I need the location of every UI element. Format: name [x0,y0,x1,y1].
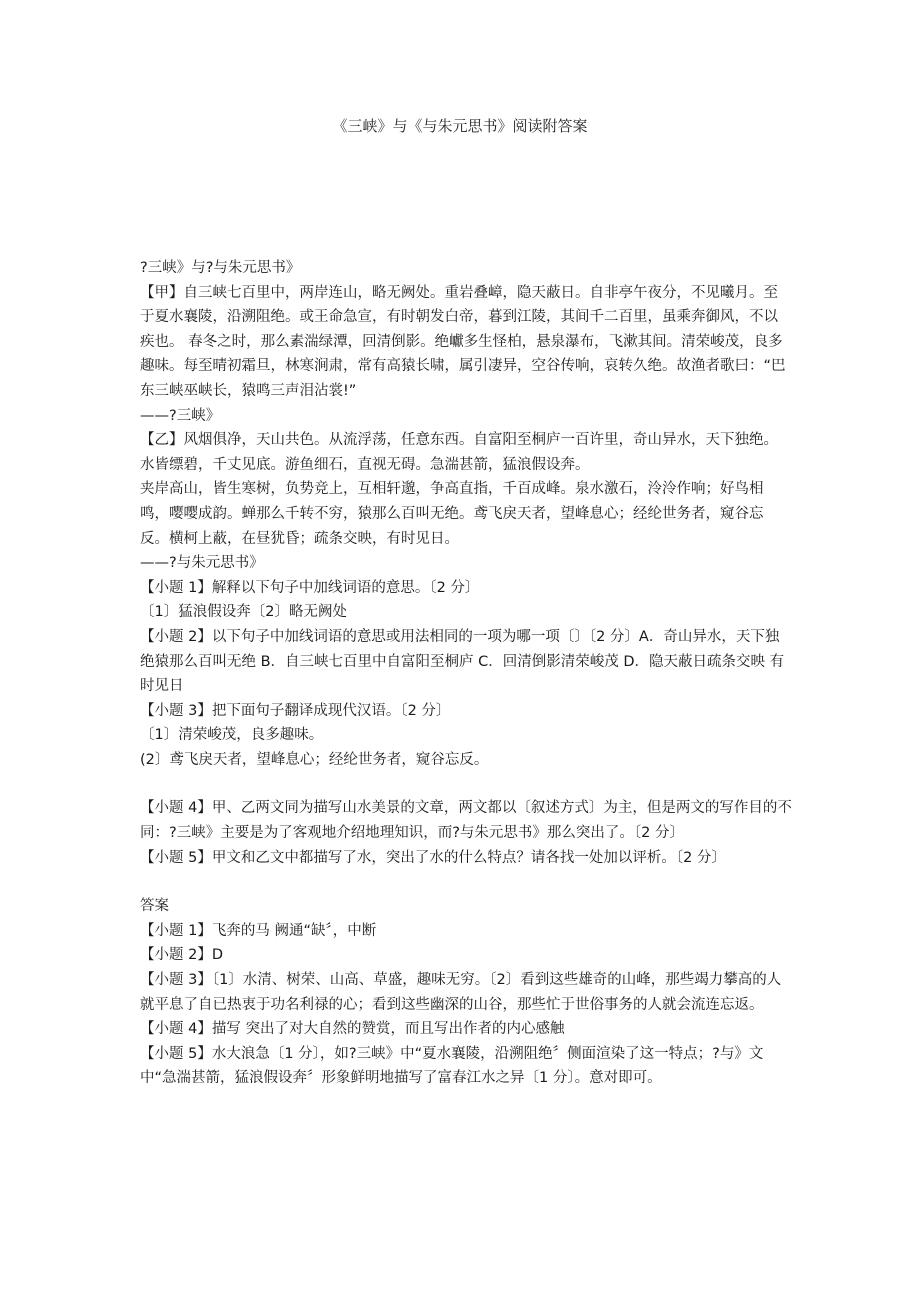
text-line: 【乙】风烟俱净，天山共色。从流浮荡，任意东西。自富阳至桐庐一百许里，奇山异水，天下独绝。水皆缥碧，千丈见底。游鱼细石，直视无碍。急湍甚箭，猛浪假设奔。 [140,432,778,473]
answer-line: 【小题 4】描写 突出了对大自然的赞赏，而且写出作者的内心感触 [140,1021,565,1038]
spacer [140,870,792,894]
text-line: 【小题 1】解释以下句子中加线词语的意思。〔2 分〕 [140,579,480,596]
text-line: 〔1〕猛浪假设奔〔2〕略无阙处 [140,604,347,621]
text-line: 【小题 4】甲、乙两文同为描写山水美景的文章，两文都以〔叙述方式〕为主，但是两文的写作目的不同：?三峡》主要是为了客观地介绍地理知识，而?与朱元思书》那么突出了。〔2 分〕 [140,800,792,842]
document-body [140,256,792,1091]
text-line: 【小题 3】把下面句子翻译成现代汉语。〔2 分〕 [140,702,451,719]
text-line: ——?三峡》 [140,407,221,424]
document-title: 《三峡》与《与朱元思书》阅读附答案 [332,117,588,135]
text-line: 【小题 5】甲文和乙文中都描写了水，突出了水的什么特点？请各找一处加以评析。〔2 分〕 [140,849,726,866]
answer-line: 【小题 5】水大浪急〔1 分〕，如?三峡》中“夏水襄陵，沿溯阻绝〞侧面渲染了这一特点；?与》文中“急湍甚箭，猛浪假设奔〞形象鲜明地描写了富春江水之异〔1 分〕。意对即可。 [140,1045,764,1087]
text-line: ?三峡》与?与朱元思书》 [140,260,301,276]
text-line: 〔1〕清荣峻茂，良多趣味。 [140,727,324,744]
answer-line: 【小题 1】飞奔的马 阙通“缺〞，中断 [140,922,377,939]
text-line: (2〕鸢飞戾天者，望峰息心；经纶世务者，窥谷忘反。 [140,751,489,768]
text-line: 夹岸高山，皆生寒树，负势竞上，互相轩邈，争高直指，千百成峰。泉水激石，泠泠作响；好鸟相鸣，嘤嘤成韵。蝉那么千转不穷，猿那么百叫无绝。鸢飞戾天者，望峰息心；经纶世务者，窥谷忘反。横柯上蔽，在昼犹昏；疏条交映，有时见日。 [140,481,764,547]
answer-line: 【小题 3】〔1〕水清、树荣、山高、草盛，趣味无穷。〔2〕看到这些雄奇的山峰，那些竭力攀高的人就平息了自已热衷于功名利禄的心；看到这些幽深的山谷，那些忙于世俗事务的人就会流连忘返。 [140,972,782,1013]
text-line: 【甲】自三峡七百里中，两岸连山，略无阙处。重岩叠嶂，隐天蔽日。自非亭午夜分，不见曦月。至于夏水襄陵，沿溯阻绝。或王命急宣，有时朝发白帝，暮到江陵，其间千二百里，虽乘奔御风，不以疾也。 春冬之时，那么素湍绿潭，回清倒影。绝巘多生怪柏，悬泉瀑布，飞漱其间。清荣峻茂，良多趣味。每至晴初霜旦，林寒涧肃，常有高猿长啸，属引凄异，空谷传响，哀转久绝。故渔者歌曰：“巴东三峡巫峡长，猿鸣三声泪沾裳!” [140,284,786,399]
text-line: 【小题 2】以下句子中加线词语的意思或用法相同的一项为哪一项〔〕〔2 分〕A．奇山异水，天下独绝猿那么百叫无绝 B．自三峡七百里中自富阳至桐庐 C．回清倒影清荣峻茂 D．隐天蔽日疏条交映 有时见日 [140,628,785,695]
text-line: ——?与朱元思书》 [140,555,264,572]
answer-line: 【小题 2】D [140,947,223,964]
spacer [140,772,792,796]
answer-heading: 答案 [140,898,169,915]
